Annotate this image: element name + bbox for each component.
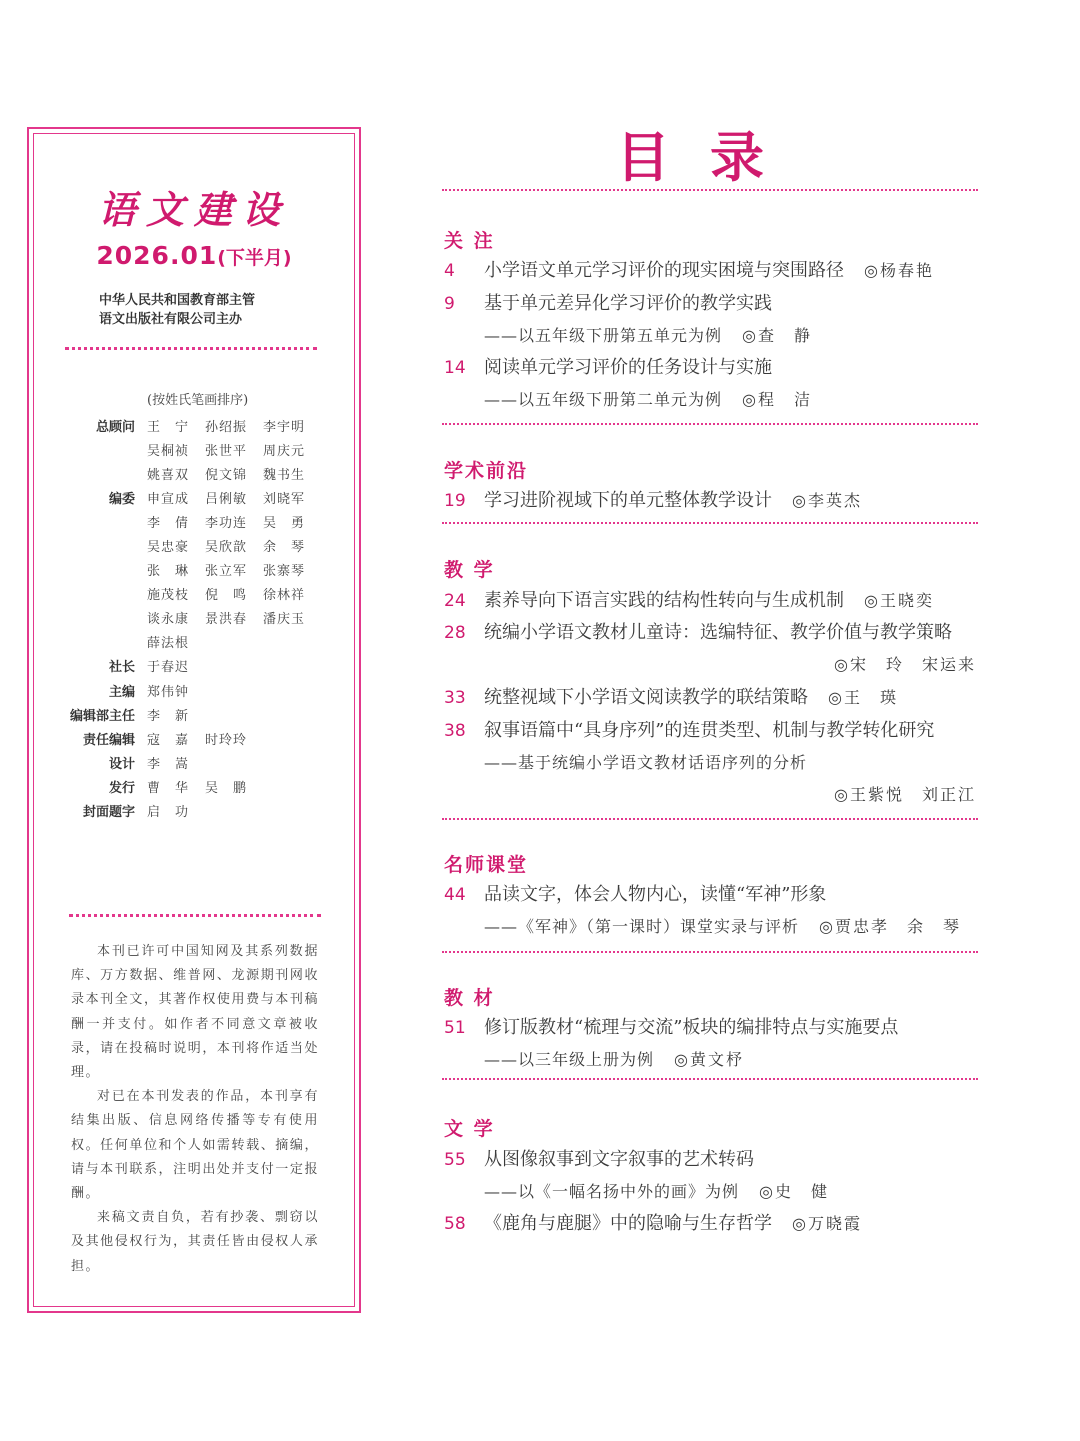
author: ◎贾忠孝 余 琴 <box>819 917 961 936</box>
page-number: 28 <box>444 623 466 643</box>
toc-entry[interactable] <box>0 1147 1080 1173</box>
author: ◎万晓霞 <box>792 1214 862 1233</box>
notice-paragraph: 本刊已许可中国知网及其系列数据库、万方数据、维普网、龙源期刊网收录本刊全文，其著作权使用费与本刊稿酬一并支付。如作者不同意文章被收录，请在投稿时说明，本刊将作适当处理。 <box>71 944 319 1081</box>
staff-names <box>147 560 321 579</box>
staff-name: 吴欣歆 <box>205 540 248 556</box>
article-title: 素养导向下语言实践的结构性转向与生成机制 ◎王晓奕 <box>484 590 934 611</box>
page-number: 24 <box>444 591 466 611</box>
toc-entry[interactable] <box>0 1015 1080 1041</box>
toc-entry[interactable] <box>0 882 1080 908</box>
dotted-divider <box>442 951 978 953</box>
article-title: 小学语文单元学习评价的现实困境与突围路径 ◎杨春艳 <box>484 260 934 281</box>
article-title: 统整视域下小学语文阅读教学的联结策略 ◎王 瑛 <box>484 687 898 708</box>
staff-name: 张寨琴 <box>263 564 306 580</box>
order-note: (按姓氏笔画排序) <box>147 393 249 408</box>
staff-role: 总顾问 <box>95 419 135 435</box>
author: ◎宋 玲 宋运来 <box>834 655 976 674</box>
toc-subtitle-row <box>0 914 1080 940</box>
staff-name: 吴 鹏 <box>205 780 248 796</box>
section-heading: 文 学 <box>444 1118 495 1140</box>
toc-entry[interactable] <box>0 685 1080 711</box>
staff-name: 景洪春 <box>205 612 248 628</box>
toc-title: 目录 <box>616 126 804 189</box>
toc-author-row <box>0 782 1080 808</box>
dotted-divider <box>442 818 978 820</box>
staff-name: 吴桐祯 <box>147 443 190 459</box>
section-heading: 学术前沿 <box>444 460 529 482</box>
staff-name: 吴忠豪 <box>147 540 190 556</box>
toc-entry[interactable] <box>0 718 1080 744</box>
staff-name: 谈永康 <box>147 612 190 628</box>
page-number: 4 <box>444 261 455 281</box>
page-number: 14 <box>444 358 466 378</box>
toc-entry[interactable] <box>0 291 1080 317</box>
author: ◎王晓奕 <box>864 591 934 610</box>
staff-name: 倪 鸣 <box>205 588 248 604</box>
staff-name: 潘庆玉 <box>263 612 306 628</box>
article-title: 统编小学语文教材儿童诗：选编特征、教学价值与教学策略 <box>484 622 952 643</box>
staff-role: 社长 <box>108 660 135 676</box>
toc-subtitle-row <box>0 750 1080 776</box>
staff-name: 魏书生 <box>263 467 306 483</box>
staff-role: 主编 <box>108 684 135 700</box>
staff-role: 编委 <box>108 491 135 507</box>
staff-name: 姚喜双 <box>147 467 190 483</box>
staff-name: 于春迟 <box>147 660 190 676</box>
dotted-divider <box>442 522 978 524</box>
staff-names <box>147 512 321 531</box>
staff-row <box>57 558 347 582</box>
sponsor-line: 中华人民共和国教育部主管 <box>99 293 256 308</box>
toc-subtitle-row <box>0 1047 1080 1073</box>
toc-entry[interactable] <box>0 1211 1080 1237</box>
author: ◎杨春艳 <box>864 261 934 280</box>
page-number: 58 <box>444 1214 466 1234</box>
author: ◎黄文杼 <box>674 1050 744 1069</box>
article-subtitle: ——以五年级下册第二单元为例 ◎程 洁 <box>484 390 812 409</box>
article-title: 《鹿角与鹿腿》中的隐喻与生存哲学 ◎万晓霞 <box>484 1213 862 1234</box>
staff-names <box>147 416 321 435</box>
staff-name: 张 琳 <box>147 564 190 580</box>
staff-name: 曹 华 <box>147 780 190 796</box>
page-number: 38 <box>444 721 466 741</box>
staff-name: 申宣成 <box>147 491 190 507</box>
page-number: 33 <box>444 688 466 708</box>
toc-entry[interactable] <box>0 488 1080 514</box>
staff-name: 余 琴 <box>263 540 306 556</box>
article-title: 品读文字，体会人物内心，读懂“军神”形象 <box>484 884 827 905</box>
staff-name: 吕俐敏 <box>205 491 248 507</box>
page-number: 19 <box>444 491 466 511</box>
staff-name: 刘晓军 <box>263 491 306 507</box>
toc-entry[interactable] <box>0 588 1080 614</box>
staff-name: 王 宁 <box>147 419 190 435</box>
section-heading: 关 注 <box>444 230 495 252</box>
sponsor-line: 语文出版社有限公司主办 <box>99 312 243 327</box>
staff-name: 倪文锦 <box>205 467 248 483</box>
staff-name: 孙绍振 <box>205 419 248 435</box>
staff-row <box>57 533 347 557</box>
article-title: 基于单元差异化学习评价的教学实践 <box>484 293 772 314</box>
staff-names <box>147 536 321 555</box>
author: ◎王紫悦 刘正江 <box>834 785 976 804</box>
staff-role: 责任编辑 <box>82 732 135 748</box>
staff-role: 编辑部主任 <box>69 708 135 724</box>
article-subtitle: ——基于统编小学语文教材话语序列的分析 <box>484 753 808 772</box>
toc-author-row <box>0 652 1080 678</box>
article-title: 叙事语篇中“具身序列”的连贯类型、机制与教学转化研究 <box>484 720 935 741</box>
toc-subtitle-row <box>0 387 1080 413</box>
staff-role: 设计 <box>108 756 135 772</box>
author: ◎程 洁 <box>742 390 812 409</box>
staff-role: 发行 <box>108 780 135 796</box>
staff-name: 李功连 <box>205 515 248 531</box>
notice-paragraph: 对已在本刊发表的作品，本刊享有结集出版、信息网络传播等专有使用权。任何单位和个人如需转载、摘编，请与本刊联系，注明出处并支付一定报酬。 <box>71 1089 319 1202</box>
staff-role: 封面题字 <box>82 805 135 821</box>
dotted-divider <box>442 1078 978 1080</box>
article-title: 修订版教材“梳理与交流”板块的编排特点与实施要点 <box>484 1017 899 1038</box>
author: ◎王 瑛 <box>828 688 898 707</box>
toc-entry[interactable] <box>0 355 1080 381</box>
staff-name: 郑伟钟 <box>147 684 190 700</box>
dotted-divider <box>442 189 978 191</box>
toc-subtitle-row <box>0 323 1080 349</box>
section-heading: 教 材 <box>444 987 495 1009</box>
staff-name: 启 功 <box>147 805 190 821</box>
staff-names <box>147 440 321 459</box>
page-number: 55 <box>444 1150 466 1170</box>
staff-row <box>57 461 347 485</box>
staff-name: 寇 嘉 <box>147 732 190 748</box>
staff-name: 张立军 <box>205 564 248 580</box>
article-title: 从图像叙事到文字叙事的艺术转码 <box>484 1149 754 1170</box>
section-heading: 教 学 <box>444 559 495 581</box>
staff-name: 徐林祥 <box>263 588 306 604</box>
toc-subtitle-row <box>0 1179 1080 1205</box>
staff-row <box>57 437 347 461</box>
staff-name: 张世平 <box>205 443 248 459</box>
staff-row <box>57 413 347 437</box>
page-number: 44 <box>444 885 466 905</box>
author: ◎查 静 <box>742 326 812 345</box>
article-subtitle: ——以《一幅名扬中外的画》为例 ◎史 健 <box>484 1182 829 1201</box>
author: ◎史 健 <box>759 1182 829 1201</box>
toc-entry[interactable] <box>0 258 1080 284</box>
toc-entry[interactable] <box>0 620 1080 646</box>
staff-name: 李 倩 <box>147 515 190 531</box>
staff-name: 周庆元 <box>263 443 306 459</box>
page-number: 9 <box>444 294 455 314</box>
staff-names <box>147 464 321 483</box>
author: ◎李英杰 <box>792 491 862 510</box>
staff-name: 薛法根 <box>147 636 190 652</box>
staff-name: 李 新 <box>147 708 190 724</box>
article-subtitle: ——以五年级下册第五单元为例 ◎查 静 <box>484 326 812 345</box>
staff-name: 李宇明 <box>263 419 306 435</box>
magazine-title: 语文建设 <box>97 187 290 232</box>
issue-number: 2026.01 <box>96 241 218 270</box>
issue-half: (下半月) <box>217 247 292 269</box>
page-number: 51 <box>444 1018 466 1038</box>
dotted-divider <box>442 423 978 425</box>
article-subtitle: ——以三年级上册为例 ◎黄文杼 <box>484 1050 744 1069</box>
article-subtitle: ——《军神》（第一课时）课堂实录与评析 ◎贾忠孝 余 琴 <box>484 917 961 936</box>
staff-name: 时玲玲 <box>205 732 248 748</box>
notice-paragraph: 来稿文责自负，若有抄袭、剽窃以及其他侵权行为，其责任皆由侵权人承担。 <box>71 1210 319 1274</box>
article-title: 阅读单元学习评价的任务设计与实施 <box>484 357 772 378</box>
staff-name: 李 嵩 <box>147 756 190 772</box>
staff-name: 施茂枝 <box>147 588 190 604</box>
staff-name: 吴 勇 <box>263 515 306 531</box>
article-title: 学习进阶视域下的单元整体教学设计 ◎李英杰 <box>484 490 862 511</box>
section-heading: 名师课堂 <box>444 854 529 876</box>
